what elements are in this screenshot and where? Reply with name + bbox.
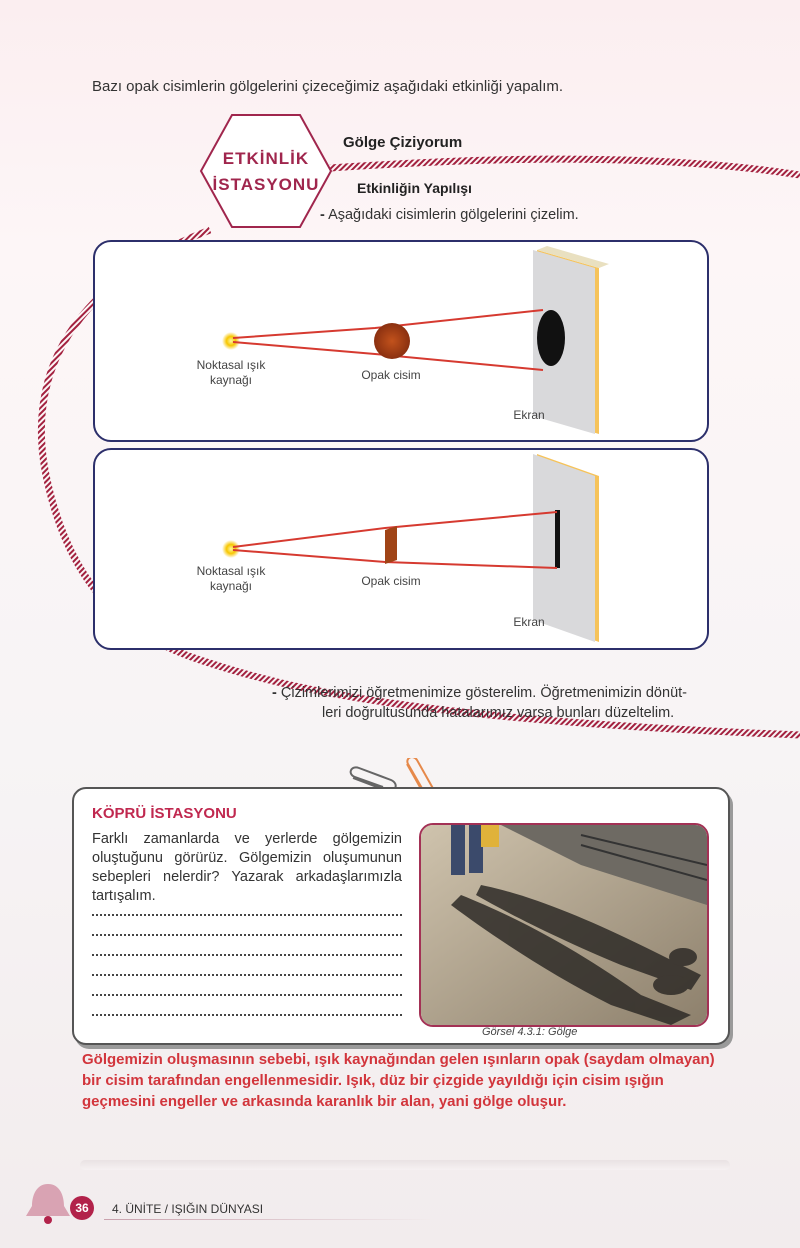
step-1 <box>320 207 579 223</box>
label-line-1: Noktasal ışık <box>196 564 266 578</box>
page-number: 36 <box>70 1196 94 1220</box>
diagram-panel-sphere <box>93 240 709 442</box>
badge-line-1: ETKİNLİK <box>222 149 310 168</box>
answer-line <box>92 992 402 996</box>
answer-line <box>92 972 402 976</box>
unit-title: 4. ÜNİTE / IŞIĞIN DÜNYASI <box>112 1202 264 1216</box>
step-1-text: Aşağıdaki cisimlerin gölgelerini çizelim. <box>324 207 579 223</box>
light-source-label <box>181 564 281 594</box>
answer-line <box>92 912 402 916</box>
footer-divider <box>80 1160 730 1170</box>
bridge-station-title: KÖPRÜ İSTASYONU <box>92 805 237 822</box>
diagram-panel-plate <box>93 448 709 650</box>
activity-title: Gölge Çiziyorum <box>343 134 463 151</box>
shadow-photo <box>419 823 709 1027</box>
bell-icon <box>20 1178 76 1228</box>
step-2-text-2: leri doğrultusunda hatalarımız varsa bunları düzeltelim. <box>322 705 675 721</box>
light-source-icon <box>222 332 240 350</box>
light-source-label <box>181 358 281 388</box>
step-2 <box>272 683 732 723</box>
opaque-object-label: Opak cisim <box>361 574 421 588</box>
answer-text: Gölgemizin oluşmasının sebebi, ışık kaynağından gelen ışınların opak (saydam olmayan) bir cisim tarafından engellenmesidir. Işık, düz bir çizgide yayıldığı için cisim ışığın geçmesini engeller ve arkasında karanlık bir alan, yani gölge oluşur. <box>82 1051 715 1110</box>
sphere-shadow <box>537 310 565 366</box>
screen <box>533 454 595 642</box>
footer-line <box>104 1219 434 1220</box>
bridge-question: Farklı zamanlarda ve yerlerde gölgemizin oluştuğunu görürüz. Gölgemizin oluşumunun sebepleri nelerdir? Yazarak arkadaşlarımızla tartışalım. <box>92 831 402 904</box>
sphere-shadow-diagram <box>95 242 707 440</box>
plate-shadow <box>555 510 560 568</box>
photo-caption: Görsel 4.3.1: Gölge <box>482 1026 578 1038</box>
answer-line <box>92 1012 402 1016</box>
answer-line <box>92 932 402 936</box>
opaque-sphere <box>374 323 410 359</box>
step-1-dash: - <box>320 207 325 223</box>
step-2-text: Çizimlerimizi öğretmenimize gösterelim. Öğretmenimizin dönüt- <box>276 685 687 701</box>
step-2-dash: - <box>272 685 277 701</box>
screen-label: Ekran <box>513 615 545 629</box>
opaque-object-label: Opak cisim <box>361 368 421 382</box>
label-line-2: kaynağı <box>209 373 253 387</box>
opaque-plate <box>385 526 397 564</box>
how-title: Etkinliğin Yapılışı <box>357 180 472 196</box>
activity-station-label <box>198 146 334 198</box>
answer-line <box>92 952 402 956</box>
label-line-1: Noktasal ışık <box>196 358 266 372</box>
intro-text: Bazı opak cisimlerin gölgelerini çizeceğimiz aşağıdaki etkinliği yapalım. <box>92 78 564 95</box>
screen-label: Ekran <box>513 408 545 422</box>
label-line-2: kaynağı <box>209 579 253 593</box>
plate-shadow-diagram <box>95 450 707 648</box>
light-source-icon <box>222 540 240 558</box>
badge-line-2: İSTASYONU <box>212 175 320 194</box>
